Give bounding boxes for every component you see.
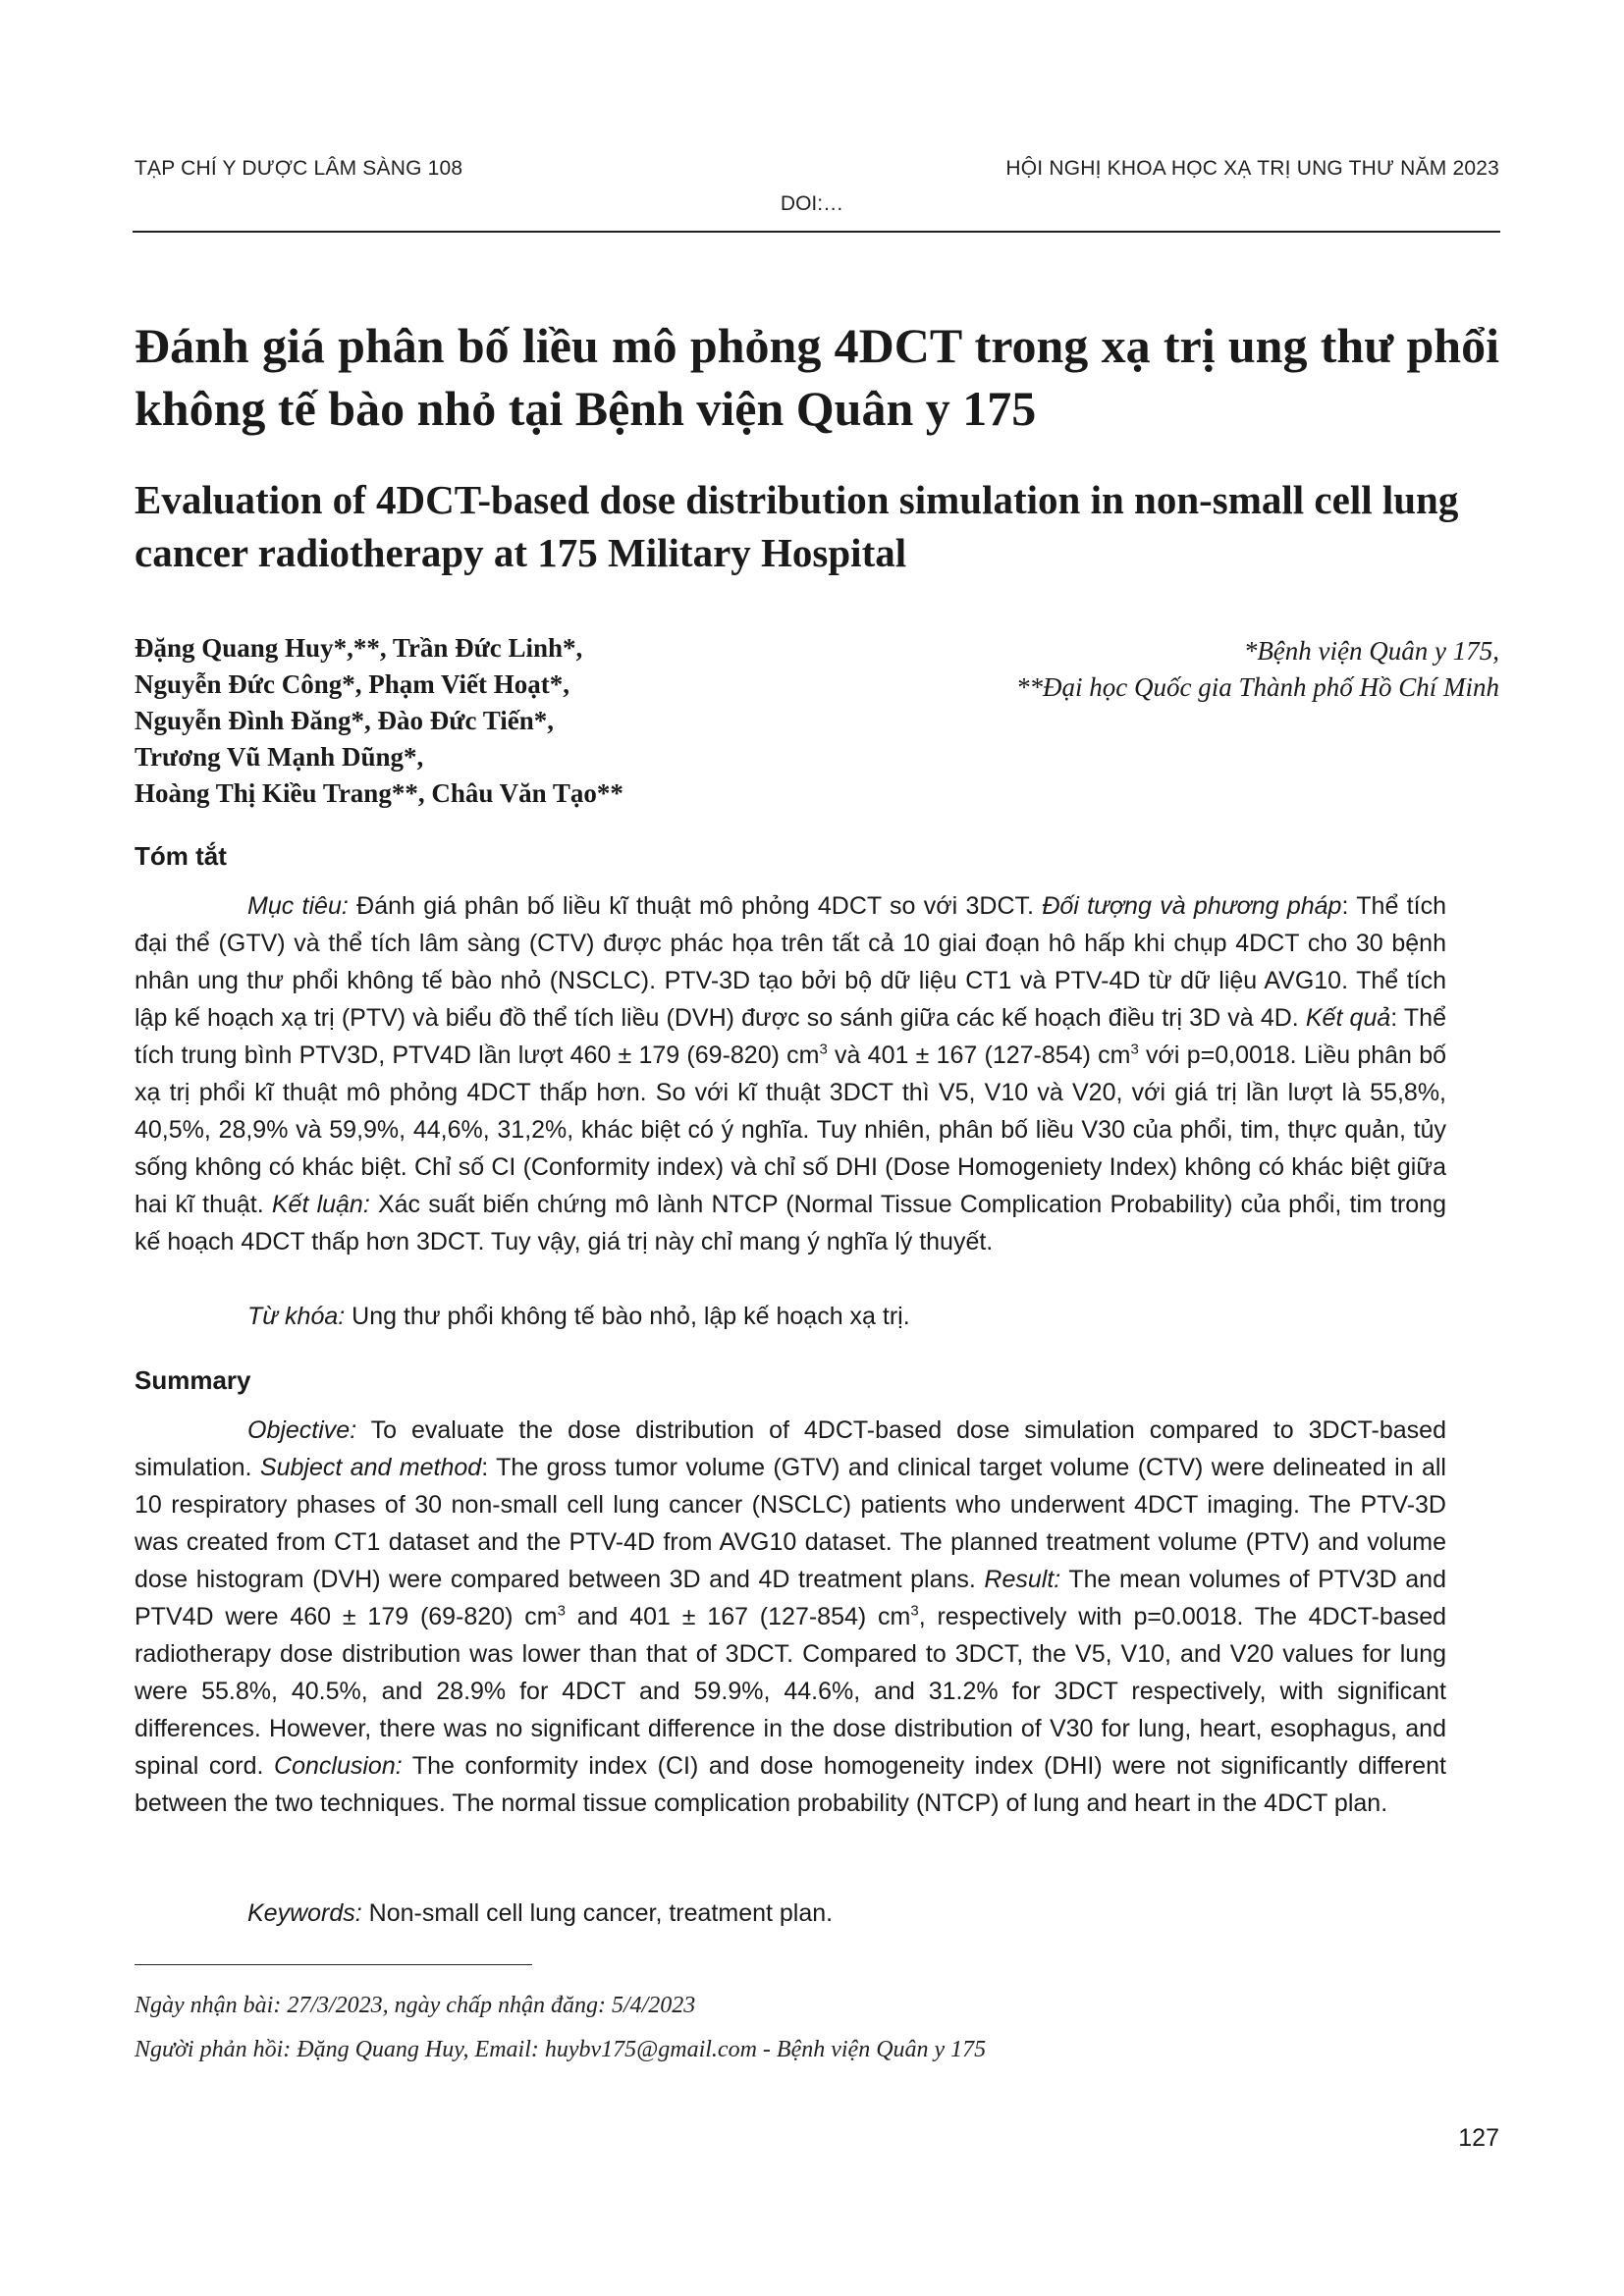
author-line: Đặng Quang Huy*,**, Trần Đức Linh*, [135, 633, 583, 663]
title-vietnamese: Đánh giá phân bố liều mô phỏng 4DCT trong xạ trị ung thư phổi không tế bào nhỏ tại Bệnh viện Quân y 175 [135, 318, 1499, 436]
label-method: Đối tượng và phương pháp [1042, 892, 1342, 920]
footnote-correspondence: Người phản hồi: Đặng Quang Huy, Email: huybv175@gmail.com - Bệnh viện Quân y 175 [135, 2037, 987, 2062]
label-objective: Objective: [247, 1416, 357, 1444]
conclusion-text: Xác suất biến chứng mô lành NTCP (Normal Tissue Complication Probability) của phổi, tim trong kế hoạch 4DCT thấp hơn 3DCT. Tuy vậy, giá trị này chỉ mang ý nghĩa lý thuyết. [135, 1191, 1446, 1255]
abstract-en-heading: Summary [135, 1365, 251, 1395]
label-objective: Mục tiêu: [247, 892, 349, 920]
header-divider [133, 231, 1500, 233]
result-text: , respectively with p=0.0018. The 4DCT-based radiotherapy dose distribution was lower than that of 3DCT. Compared to 3DCT, the V5, V10, and V20 values for lung were 55.8%, 40.5%, and 28.9% for 4DCT and 59.9%, 44.6%, and 31.2% for 3DCT respectively, with significant differences. However, there was no significant difference in the dose distribution of V30 for lung, heart, esophagus, and spinal cord. [135, 1603, 1447, 1780]
footnote-divider [135, 1964, 532, 1965]
result-text: với p=0,0018. Liều phân bố xạ trị phổi kĩ thuật mô phỏng 4DCT thấp hơn. So với kĩ thuật 3DCT thì V5, V10 và V20, với giá trị lần lượt là 55,8%, 40,5%, 28,9% và 59,9%, 44,6%, 31,2%, khác biệt có ý nghĩa. Tuy nhiên, phân bố liều V30 của phổi, tim, thực quản, tủy sống không có khác biệt. Chỉ số CI (Conformity index) và chỉ số DHI (Dose Homogeniety Index) không có khác biệt giữa hai kĩ thuật. [135, 1041, 1446, 1218]
abstract-en-body [135, 1412, 1446, 1822]
method-text: : The gross tumor volume (GTV) and clinical target volume (CTV) were delineated in all 10 respiratory phases of 30 non-small cell lung cancer (NSCLC) patients who underwent 4DCT imaging. The PTV-3D was created from CT1 dataset and the PTV-4D from AVG10 dataset. The planned treatment volume (PTV) and volume dose histogram (DVH) were compared between 3D and 4D treatment plans. [135, 1454, 1446, 1593]
label-result: Kết quả [1305, 1004, 1391, 1032]
label-conclusion: Kết luận: [271, 1191, 370, 1218]
title-english: Evaluation of 4DCT-based dose distribution simulation in non-small cell lung cancer radiotherapy at 175 Military Hospital [135, 477, 1459, 575]
objective-text: To evaluate the dose distribution of 4DCT-based dose simulation compared to 3DCT-based simulation. [135, 1416, 1446, 1481]
keywords-vi [135, 1298, 1446, 1335]
keywords-en [135, 1895, 1446, 1932]
abstract-vi-heading: Tóm tắt [135, 841, 227, 871]
conclusion-text: The conformity index (CI) and dose homogeneity index (DHI) were not significantly different between the two techniques. The normal tissue complication probability (NTCP) of lung and heart in the 4DCT plan. [135, 1752, 1446, 1817]
affiliation-line: *Bệnh viện Quân y 175, [1243, 636, 1499, 666]
objective-text: Đánh giá phân bố liều kĩ thuật mô phỏng 4DCT so với 3DCT. [348, 892, 1043, 920]
result-text: : Thể tích trung bình PTV3D, PTV4D lần lượt 460 ± 179 (69-820) cm [135, 1004, 1446, 1069]
label-result: Result: [984, 1566, 1061, 1593]
author-line: Trương Vũ Mạnh Dũng*, [135, 742, 424, 772]
method-text: : Thể tích đại thể (GTV) và thể tích lâm sàng (CTV) được phác họa trên tất cả 10 giai đoạn hô hấp khi chụp 4DCT cho 30 bệnh nhân ung thư phổi không tế bào nhỏ (NSCLC). PTV-3D tạo bởi bộ dữ liệu CT1 và PTV-4D từ dữ liệu AVG10. Thể tích lập kế hoạch xạ trị (PTV) và biểu đồ thể tích liều (DVH) được so sánh giữa các kế hoạch điều trị 3D và 4D. [135, 892, 1446, 1032]
affiliation-list [812, 633, 1499, 706]
superscript: 3 [557, 1602, 566, 1620]
result-text: and 401 ± 167 (127-854) cm [565, 1603, 911, 1630]
superscript: 3 [910, 1602, 919, 1620]
doi-label: DOI:… [780, 192, 844, 215]
author-line: Nguyễn Đình Đăng*, Đào Đức Tiến*, [135, 706, 555, 735]
author-line: Nguyễn Đức Công*, Phạm Viết Hoạt*, [135, 669, 569, 699]
label-conclusion: Conclusion: [274, 1752, 403, 1780]
page-number: 127 [1458, 2124, 1499, 2152]
conference-name: HỘI NGHỊ KHOA HỌC XẠ TRỊ UNG THƯ NĂM 2023 [1005, 157, 1499, 180]
superscript: 3 [819, 1041, 828, 1058]
result-text: và 401 ± 167 (127-854) cm [827, 1041, 1131, 1069]
keywords-text: Ung thư phổi không tế bào nhỏ, lập kế hoạch xạ trị. [345, 1303, 910, 1330]
keywords-text: Non-small cell lung cancer, treatment plan. [361, 1899, 834, 1927]
abstract-vi-body [135, 887, 1446, 1260]
author-list [135, 630, 822, 812]
label-keywords: Keywords: [247, 1899, 362, 1927]
superscript: 3 [1130, 1041, 1139, 1058]
footnote-dates: Ngày nhận bài: 27/3/2023, ngày chấp nhận đăng: 5/4/2023 [135, 1993, 696, 2018]
label-method: Subject and method [259, 1454, 482, 1481]
affiliation-line: **Đại học Quốc gia Thành phố Hồ Chí Minh [1016, 672, 1499, 702]
result-text: The mean volumes of PTV3D and PTV4D were 460 ± 179 (69-820) cm [135, 1566, 1446, 1630]
label-keywords: Từ khóa: [247, 1303, 346, 1330]
journal-name: TẠP CHÍ Y DƯỢC LÂM SÀNG 108 [135, 157, 463, 180]
author-line: Hoàng Thị Kiều Trang**, Châu Văn Tạo** [135, 778, 623, 808]
